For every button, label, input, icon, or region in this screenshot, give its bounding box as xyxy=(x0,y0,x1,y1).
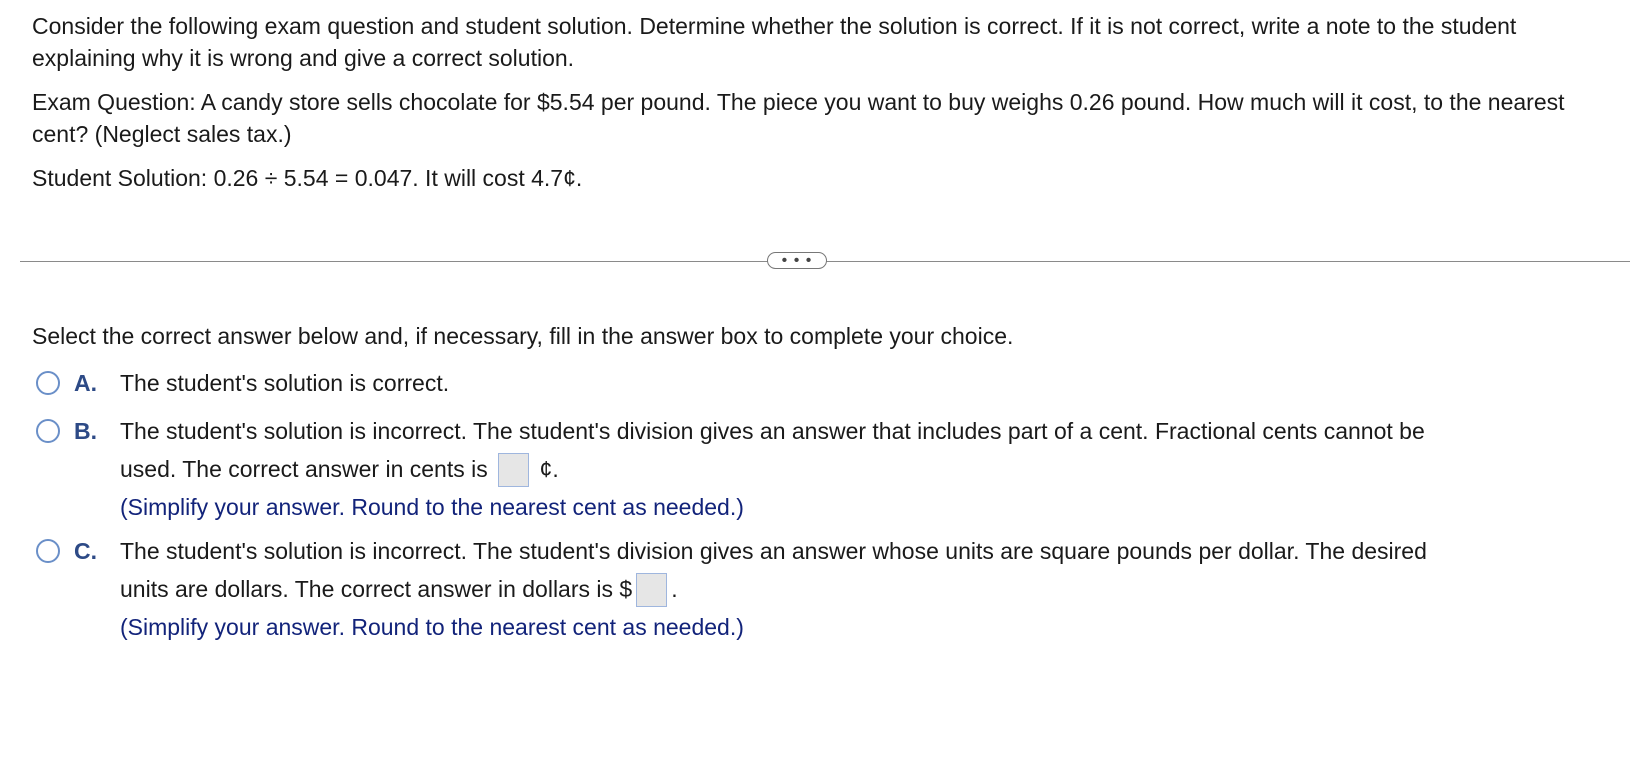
choice-b-prompt: used. The correct answer in cents is xyxy=(120,456,488,482)
choice-b-line2 xyxy=(120,450,1620,488)
choice-c-period: . xyxy=(671,576,678,602)
choice-c-answer-box[interactable] xyxy=(636,573,667,607)
choice-c-hint: (Simplify your answer. Round to the nearest cent as needed.) xyxy=(120,614,744,640)
choice-c-text xyxy=(120,532,1620,646)
choice-a-radio[interactable] xyxy=(36,371,60,395)
choice-c-line2 xyxy=(120,570,1620,608)
student-solution: Student Solution: 0.26 ÷ 5.54 = 0.047. It will cost 4.7¢. xyxy=(32,165,583,191)
choice-a-text: The student's solution is correct. xyxy=(120,370,450,396)
choice-b-radio[interactable] xyxy=(36,419,60,443)
choice-c-letter: C. xyxy=(74,538,97,564)
choice-c-radio[interactable] xyxy=(36,539,60,563)
question-intro: Consider the following exam question and student solution. Determine whether the solution is correct. If it is not correct, write a note to the student explaining why it is wrong and give a correct solution. xyxy=(32,13,1517,71)
choice-b-hint: (Simplify your answer. Round to the nearest cent as needed.) xyxy=(120,494,744,520)
choice-b-text xyxy=(120,412,1620,526)
choice-a-letter: A. xyxy=(74,370,97,396)
choice-c-line1: The student's solution is incorrect. The student's division gives an answer whose units are square pounds per dollar. The desired xyxy=(120,538,1427,564)
choice-c-prompt: units are dollars. The correct answer in dollars is $ xyxy=(120,576,633,602)
choice-b-unit: ¢. xyxy=(539,456,559,482)
exam-question: Exam Question: A candy store sells chocolate for $5.54 per pound. The piece you want to buy weighs 0.26 pound. How much will it cost, to the nearest cent? (Neglect sales tax.) xyxy=(32,89,1565,147)
question-panel xyxy=(32,10,1622,194)
choice-b-letter: B. xyxy=(74,418,97,444)
choice-b-answer-box[interactable] xyxy=(498,453,529,487)
answer-instruction: Select the correct answer below and, if necessary, fill in the answer box to complete your choice. xyxy=(32,323,1014,349)
expand-more-button[interactable]: • • • xyxy=(767,252,827,269)
choice-b-line1: The student's solution is incorrect. The student's division gives an answer that includes part of a cent. Fractional cents cannot be xyxy=(120,418,1425,444)
